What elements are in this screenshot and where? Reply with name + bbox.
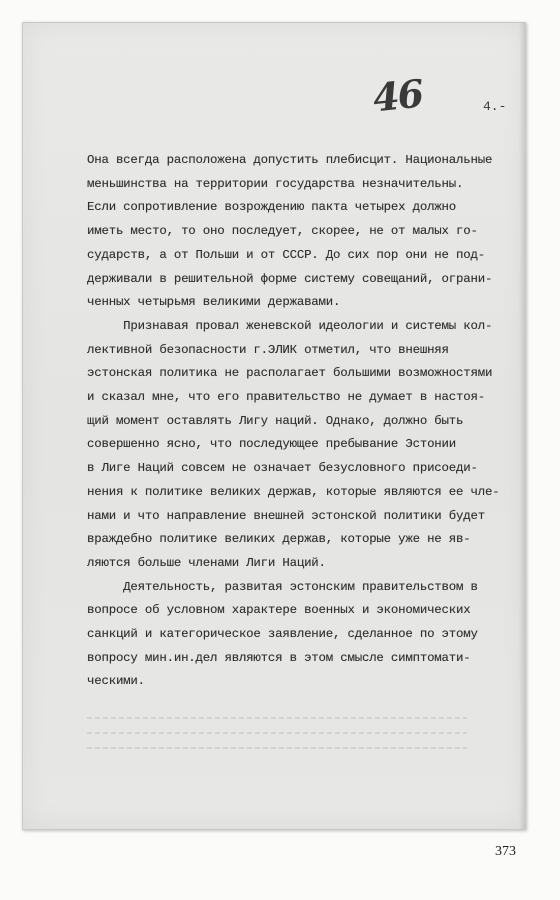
text-line: нения к политике великих держав, которые являются ее чле- [87, 484, 500, 499]
text-line: санкций и категорическое заявление, сделанное по этому [87, 627, 478, 642]
typewritten-text [87, 149, 537, 694]
bleed-through-text [87, 717, 467, 762]
text-line: щий момент оставлять Лигу наций. Однако, должно быть [87, 413, 464, 428]
text-line: в Лиге Наций совсем не означает безусловного присоеди- [87, 461, 478, 476]
text-line: и сказал мне, что его правительство не думает в настоя- [87, 390, 485, 405]
text-line: нами и что направление внешней эстонской политики будет [87, 508, 485, 523]
typed-page-marker: 4.- [483, 99, 507, 114]
text-line: ческими. [87, 674, 145, 689]
text-line: Признавая провал женевской идеологии и системы кол- [87, 318, 493, 333]
text-line: Деятельность, развитая эстонским правительством в [87, 579, 478, 594]
text-line: держивали в решительной форме систему совещаний, ограни- [87, 271, 493, 286]
text-line: враждебно политике великих держав, которые уже не яв- [87, 532, 471, 547]
bleed-through-line [87, 747, 467, 749]
text-line: меньшинства на территории государства незначительны. [87, 176, 464, 191]
bleed-through-line [87, 732, 467, 734]
text-line: эстонская политика не располагает большими возможностями [87, 366, 493, 381]
text-line: иметь место, то оно последует, скорее, не от малых го- [87, 224, 478, 239]
text-line: Она всегда расположена допустить плебисцит. Национальные [87, 153, 493, 167]
text-line: вопросе об условном характере военных и экономических [87, 603, 471, 618]
text-line: ляются больше членами Лиги Наций. [87, 555, 326, 570]
document-sheet [22, 22, 526, 830]
book-page-number: 373 [495, 844, 516, 859]
text-line: лективной безопасности г.ЭЛИК отметил, что внешняя [87, 342, 449, 357]
text-line: ченных четырьмя великими державами. [87, 295, 341, 310]
text-line: вопросу мин.ин.дел являются в этом смысле симптомати- [87, 650, 471, 665]
handwritten-archive-number: 46 [370, 70, 425, 121]
bleed-through-line [87, 717, 467, 719]
text-line: сударств, а от Польши и от СССР. До сих пор они не под- [87, 247, 485, 262]
text-line: Если сопротивление возрождению пакта четырех должно [87, 200, 457, 215]
text-line: совершенно ясно, что последующее пребывание Эстонии [87, 437, 457, 452]
